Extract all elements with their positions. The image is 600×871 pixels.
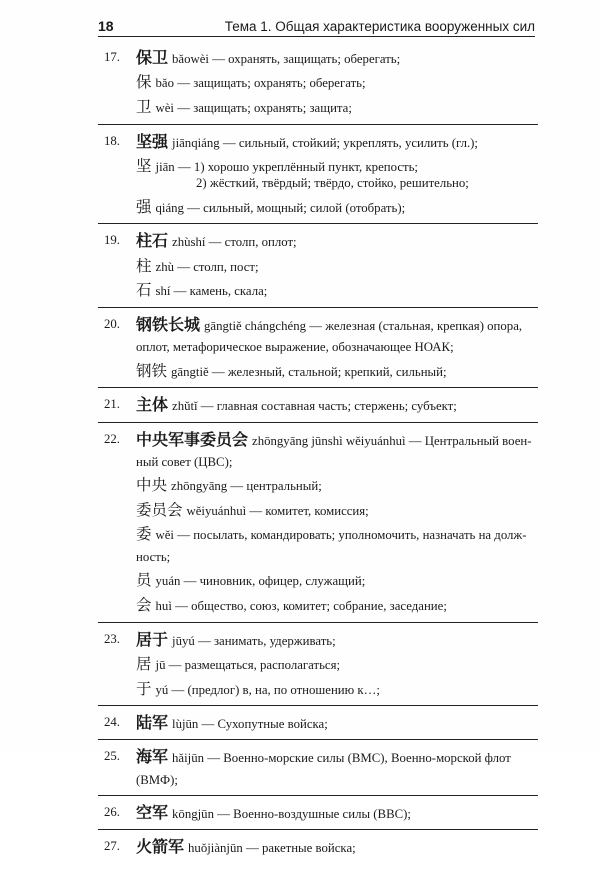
entry-line bbox=[136, 550, 538, 565]
pinyin: zhōngyāng jūnshì wěiyuánhuì bbox=[252, 433, 406, 448]
translation: — комитет, комиссия; bbox=[246, 503, 369, 518]
translation: — камень, скала; bbox=[170, 284, 268, 299]
entry-line bbox=[136, 501, 538, 520]
entry-line bbox=[136, 157, 538, 176]
vocab-entry bbox=[98, 395, 538, 422]
headword-chinese: 坚强 bbox=[136, 131, 169, 151]
entry-line bbox=[136, 837, 538, 856]
translation: — защищать; охранять; защита; bbox=[174, 100, 352, 115]
translation: оплот, метафорическое выражение, обозначающее НОАК; bbox=[136, 340, 454, 355]
pinyin: gāngtiě bbox=[171, 364, 209, 379]
translation: — сильный, мощный; силой (отобрать); bbox=[183, 200, 406, 215]
vocab-entry bbox=[98, 132, 538, 225]
vocab-entry bbox=[98, 48, 538, 125]
entry-line bbox=[136, 747, 538, 766]
entry-line bbox=[136, 680, 538, 699]
pinyin: zhǔtǐ bbox=[172, 399, 198, 414]
entry-number: 27. bbox=[104, 839, 120, 854]
entry-line bbox=[136, 198, 538, 217]
pinyin: lùjūn bbox=[172, 717, 199, 732]
entry-line bbox=[136, 98, 538, 117]
translation: — защищать; охранять; оберегать; bbox=[174, 76, 366, 91]
pinyin: wèi bbox=[155, 100, 174, 115]
translation: — общество, союз, комитет; собрание, заседание; bbox=[171, 598, 447, 613]
headword-chinese: 陆军 bbox=[136, 713, 169, 733]
entry-line bbox=[136, 176, 538, 191]
entry-line bbox=[136, 525, 538, 544]
pinyin: huì bbox=[155, 598, 172, 613]
entry-number: 25. bbox=[104, 749, 120, 764]
headword-chinese: 钢铁长城 bbox=[136, 314, 201, 334]
entry-line bbox=[136, 257, 538, 276]
pinyin: qiáng bbox=[155, 200, 184, 215]
pinyin: gāngtiě chángchéng bbox=[204, 318, 306, 333]
entry-line bbox=[136, 315, 538, 334]
headword-chinese: 海军 bbox=[136, 747, 169, 767]
entry-line bbox=[136, 48, 538, 67]
pinyin: bǎowèi bbox=[172, 52, 209, 66]
pinyin: shí bbox=[155, 284, 171, 299]
translation: — 1) хорошо укреплённый пункт, крепость; bbox=[174, 159, 418, 174]
translation: — размещаться, располагаться; bbox=[165, 657, 341, 672]
entry-line bbox=[136, 476, 538, 495]
entry-number: 24. bbox=[104, 715, 120, 730]
translation: — Военно-воздушные силы (ВВС); bbox=[213, 807, 411, 822]
vocab-entry bbox=[98, 430, 538, 623]
entry-line bbox=[136, 803, 538, 822]
translation: — (предлог) в, на, по отношению к…; bbox=[168, 682, 380, 697]
translation: — центральный; bbox=[227, 479, 322, 494]
entry-line bbox=[136, 132, 538, 151]
headword-chinese: 火箭军 bbox=[136, 837, 185, 857]
pinyin: bǎo bbox=[155, 76, 174, 91]
pinyin: jiān bbox=[155, 159, 175, 174]
entry-number: 23. bbox=[104, 631, 120, 646]
entry-line bbox=[136, 281, 538, 300]
vocabulary-list bbox=[98, 48, 538, 871]
pinyin: zhōngyāng bbox=[171, 479, 228, 494]
headword-chinese: 柱石 bbox=[136, 231, 169, 251]
translation: ный совет (ЦВС); bbox=[136, 454, 233, 469]
entry-number: 19. bbox=[104, 233, 120, 248]
component-chinese: 员 bbox=[136, 571, 152, 590]
entry-number: 26. bbox=[104, 805, 120, 820]
headword-chinese: 居于 bbox=[136, 629, 169, 649]
entry-number: 18. bbox=[104, 133, 120, 148]
page-header bbox=[98, 18, 535, 37]
vocab-entry bbox=[98, 231, 538, 308]
entry-line bbox=[136, 231, 538, 250]
component-chinese: 会 bbox=[136, 595, 152, 614]
pinyin: kōngjūn bbox=[172, 807, 214, 822]
entry-line bbox=[136, 430, 538, 449]
headword-chinese: 保卫 bbox=[136, 48, 169, 67]
entry-line bbox=[136, 596, 538, 615]
pinyin: jiānqiáng bbox=[172, 135, 220, 150]
translation: — железная (стальная, крепкая) опора, bbox=[306, 318, 523, 333]
translation: — Центральный воен- bbox=[405, 433, 532, 448]
translation: — столп, пост; bbox=[174, 259, 259, 274]
entry-number: 21. bbox=[104, 397, 120, 412]
vocab-entry bbox=[98, 315, 538, 388]
translation: — Военно-морские силы (ВМС), Военно-морской флот bbox=[204, 751, 511, 766]
entry-line bbox=[136, 713, 538, 732]
pinyin: jū bbox=[155, 657, 166, 672]
entry-line bbox=[136, 773, 538, 788]
pinyin: zhùshí bbox=[172, 235, 206, 250]
entry-line bbox=[136, 571, 538, 590]
translation: (ВМФ); bbox=[136, 772, 178, 787]
pinyin: huǒjiànjūn bbox=[188, 841, 243, 856]
pinyin: jūyú bbox=[172, 633, 195, 648]
headword-chinese: 主体 bbox=[136, 395, 169, 415]
component-chinese: 保 bbox=[136, 73, 152, 92]
component-chinese: 委 bbox=[136, 525, 152, 544]
translation: 2) жёсткий, твёрдый; твёрдо, стойко, решительно; bbox=[196, 176, 469, 191]
component-chinese: 强 bbox=[136, 197, 152, 216]
component-chinese: 中央 bbox=[136, 476, 168, 495]
entry-line bbox=[136, 73, 538, 92]
component-chinese: 居 bbox=[136, 654, 152, 673]
component-chinese: 卫 bbox=[136, 97, 152, 116]
running-title: Тема 1. Общая характеристика вооруженных сил bbox=[224, 19, 535, 34]
vocab-entry bbox=[98, 837, 538, 863]
entry-number: 17. bbox=[104, 50, 120, 64]
component-chinese: 柱 bbox=[136, 256, 152, 275]
translation: — посылать, командировать; уполномочить, назначать на долж- bbox=[174, 528, 527, 543]
pinyin: yuán bbox=[155, 574, 181, 589]
vocab-entry bbox=[98, 630, 538, 707]
vocab-entry bbox=[98, 713, 538, 740]
component-chinese: 坚 bbox=[136, 156, 152, 175]
headword-chinese: 中央军事委员会 bbox=[136, 429, 249, 449]
translation: — столп, оплот; bbox=[205, 235, 297, 250]
pinyin: zhù bbox=[155, 259, 174, 274]
pinyin: yú bbox=[155, 682, 169, 697]
translation: — сильный, стойкий; укреплять, усилить (гл.); bbox=[219, 135, 478, 150]
translation: — охранять, защищать; оберегать; bbox=[208, 52, 401, 66]
entry-line bbox=[136, 395, 538, 414]
pinyin: wěiyuánhuì bbox=[186, 503, 247, 518]
entry-line bbox=[136, 630, 538, 649]
component-chinese: 石 bbox=[136, 281, 152, 300]
entry-number: 20. bbox=[104, 316, 120, 331]
entry-line bbox=[136, 655, 538, 674]
headword-chinese: 空军 bbox=[136, 803, 169, 823]
translation: — Сухопутные войска; bbox=[198, 717, 328, 732]
vocab-entry bbox=[98, 747, 538, 796]
vocab-entry bbox=[98, 803, 538, 830]
translation: — главная составная часть; стержень; субъект; bbox=[197, 399, 457, 414]
page-number: 18 bbox=[98, 18, 114, 34]
translation: ность; bbox=[136, 550, 171, 565]
pinyin: hǎijūn bbox=[172, 751, 205, 766]
translation: — железный, стальной; крепкий, сильный; bbox=[208, 364, 447, 379]
translation: — занимать, удерживать; bbox=[194, 633, 336, 648]
entry-line bbox=[136, 362, 538, 381]
component-chinese: 于 bbox=[136, 679, 152, 698]
translation: — чиновник, офицер, служащий; bbox=[180, 574, 366, 589]
translation: — ракетные войска; bbox=[242, 841, 356, 856]
pinyin: wěi bbox=[155, 528, 174, 543]
entry-number: 22. bbox=[104, 431, 120, 446]
component-chinese: 委员会 bbox=[136, 500, 183, 519]
component-chinese: 钢铁 bbox=[136, 361, 168, 380]
entry-line bbox=[136, 340, 538, 355]
entry-line bbox=[136, 455, 538, 470]
